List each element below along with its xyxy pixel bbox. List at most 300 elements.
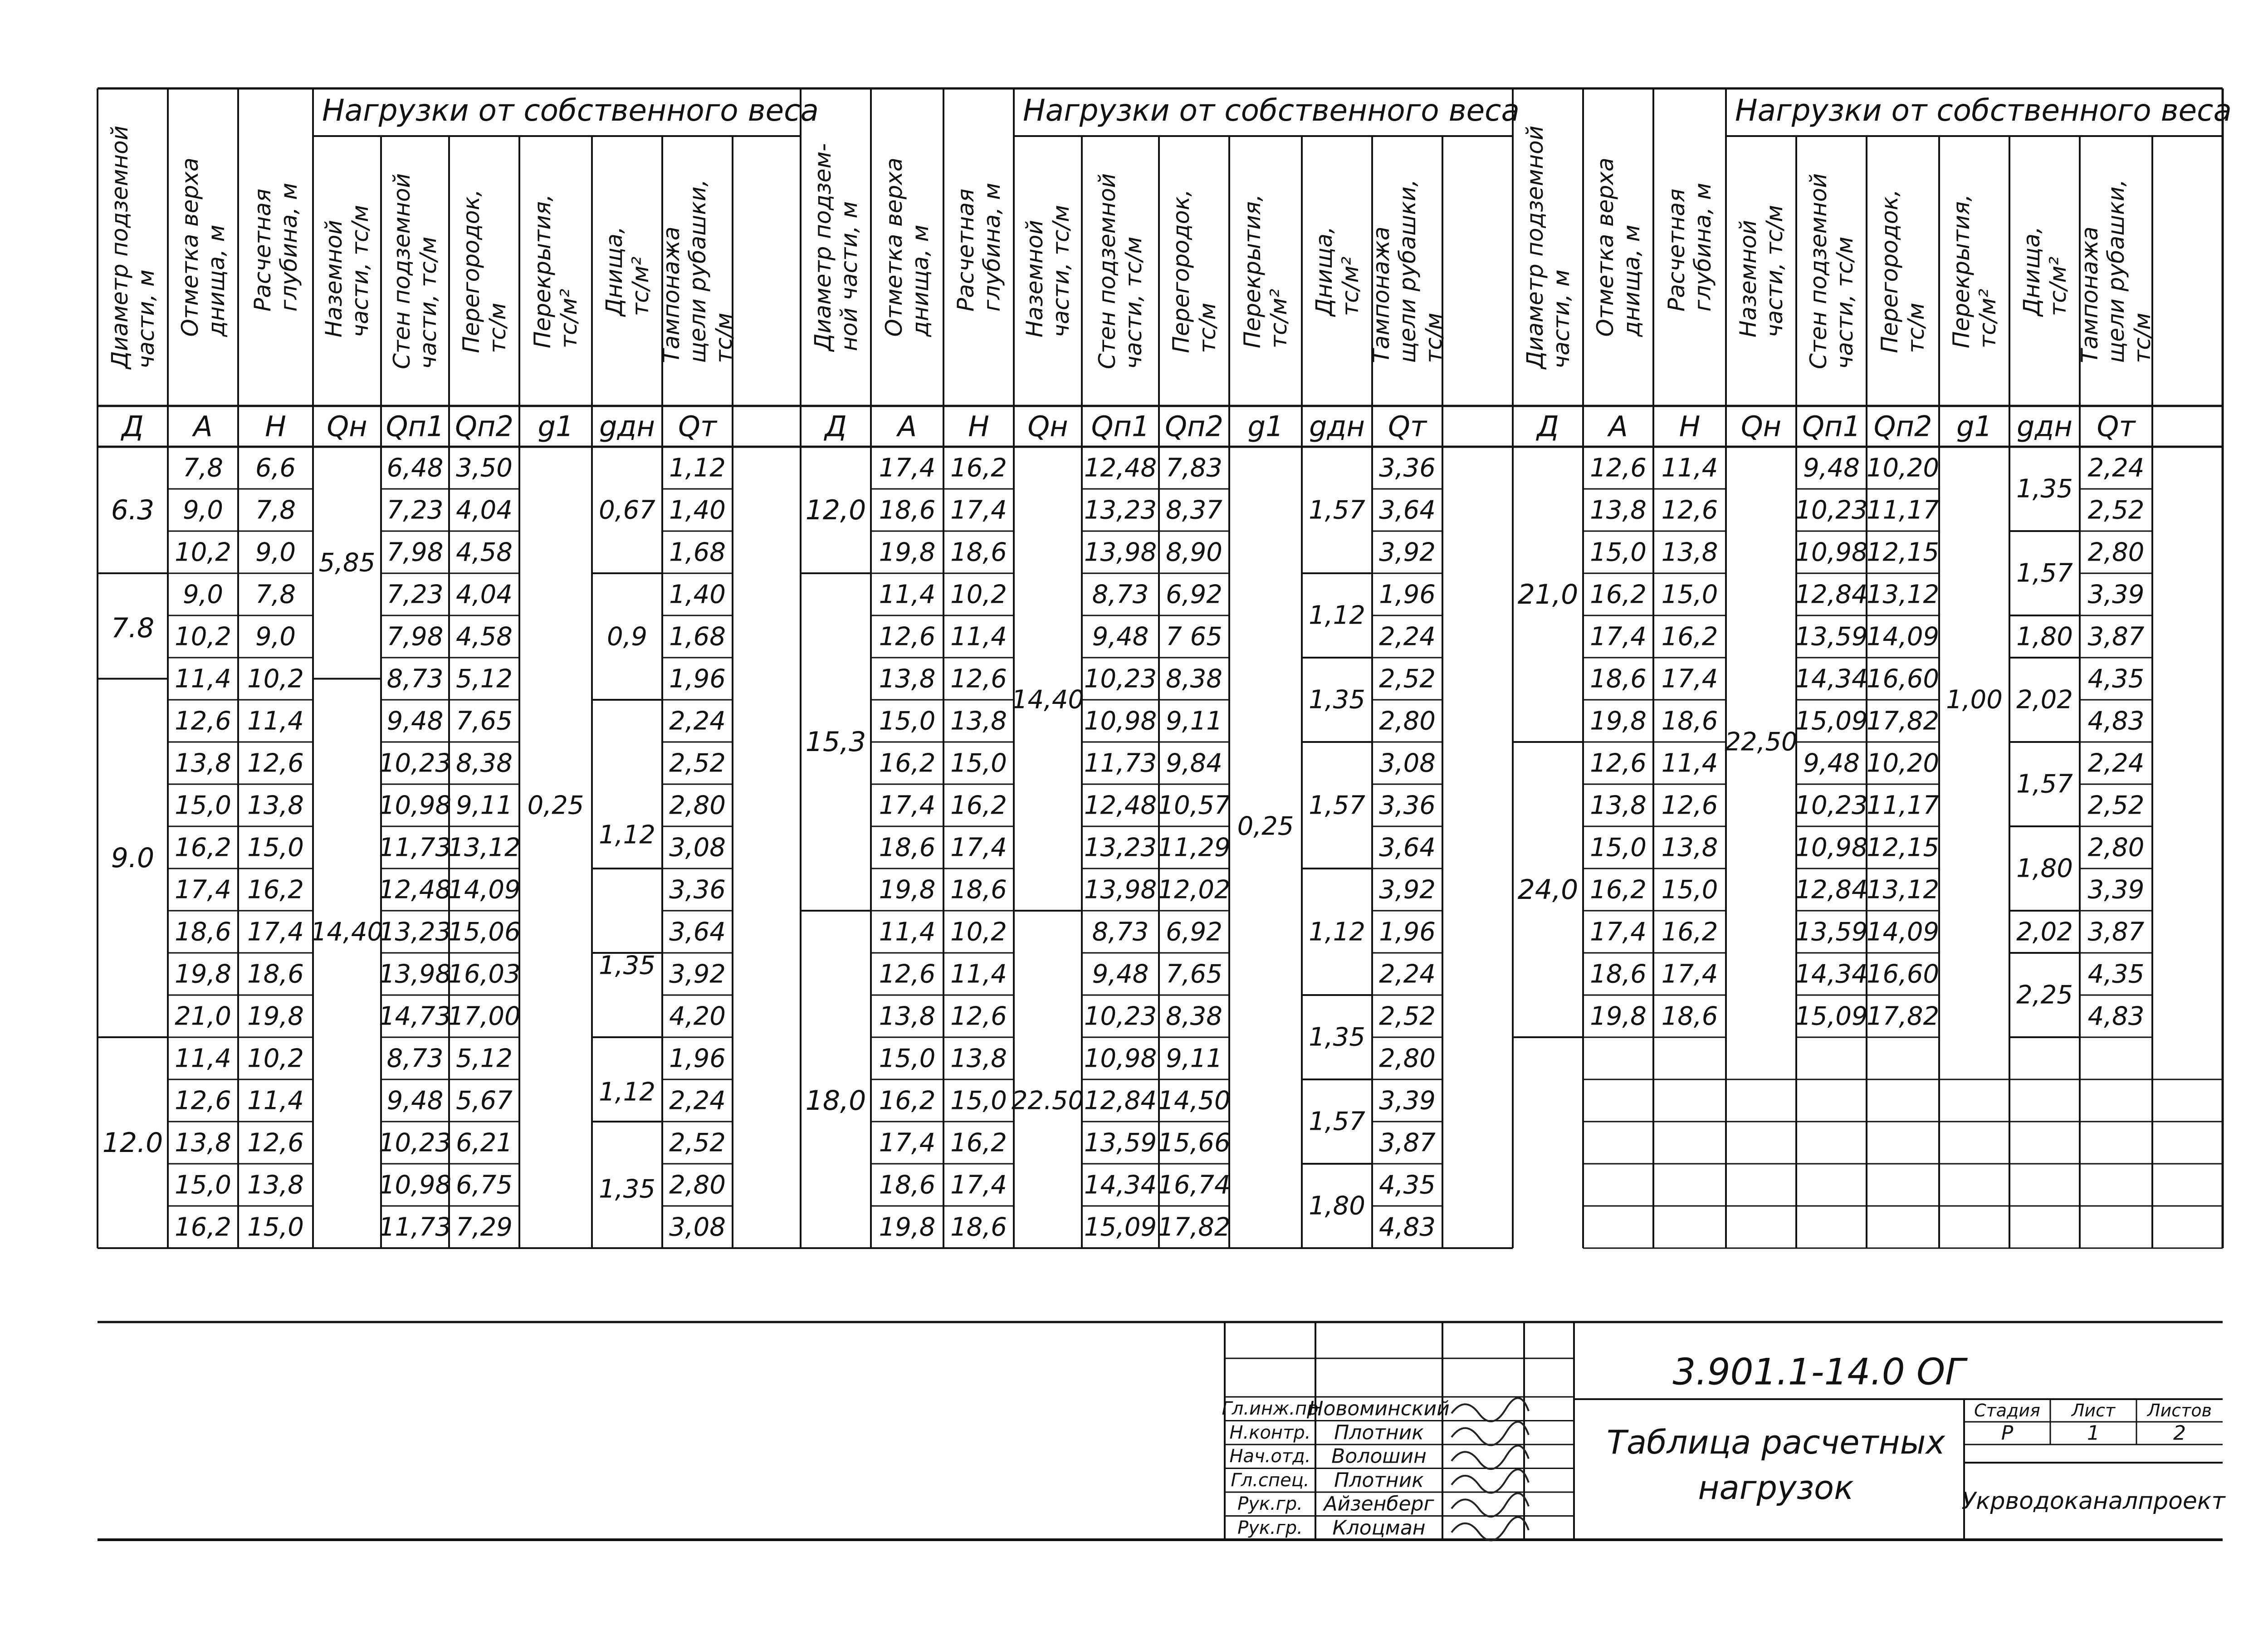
cell-qp1: 12,84 (1795, 580, 1868, 609)
header-partitions-cell (449, 136, 519, 406)
cell-a: 10,2 (175, 537, 231, 567)
staff-role: Рук.гр. (1237, 1517, 1303, 1538)
header-tamp-cell (2077, 136, 2156, 406)
cell-h: 18,6 (1661, 706, 1718, 736)
cell-h: 13,8 (1661, 833, 1718, 862)
diameter-value: 6.3 (111, 494, 155, 526)
cell-qp1: 10,98 (1795, 833, 1868, 862)
drawing-title: Таблица расчетных нагрузок (1606, 1423, 1945, 1507)
cell-a: 15,0 (879, 1044, 936, 1073)
cell-qp2: 9,84 (1166, 748, 1222, 778)
cell-a: 12,6 (175, 706, 231, 736)
cell-qt: 1,12 (669, 453, 726, 483)
diameter-value: 12,0 (805, 494, 866, 526)
cell-a: 21,0 (175, 1001, 231, 1031)
header-above-cell (1014, 136, 1082, 406)
cell-h: 10,2 (950, 580, 1007, 609)
cell-h: 17,4 (1661, 664, 1718, 693)
cell-h: 16,2 (950, 453, 1007, 483)
cell-qt: 2,52 (1379, 1001, 1436, 1031)
symbol-label: gдн (2017, 410, 2072, 443)
cell-a: 9,0 (182, 495, 224, 525)
header-diameter-cell (1513, 88, 1583, 406)
cell-a: 15,0 (175, 791, 231, 820)
cell-a: 13,8 (1590, 791, 1647, 820)
cell-qt: 4,20 (669, 1001, 726, 1031)
cell-a: 13,8 (879, 664, 936, 693)
cell-qp2: 7,65 (1166, 959, 1222, 989)
cell-qp1: 15,09 (1795, 706, 1868, 736)
cell-h: 15,0 (247, 833, 304, 862)
cell-qt: 3,08 (669, 1212, 726, 1242)
symbol-label: Н (1679, 410, 1701, 443)
cell-qp1: 9,48 (386, 1086, 444, 1115)
above-load-value: 14,40 (1011, 685, 1085, 715)
cell-qp1: 13,59 (1795, 917, 1868, 947)
loads-group-title: Нагрузки от собственного веса (1023, 93, 1520, 128)
cell-qt: 1,40 (669, 580, 726, 609)
header-depth-cell (943, 88, 1014, 406)
cell-a: 19,8 (879, 537, 936, 567)
cell-qt: 1,68 (669, 622, 726, 651)
sheets-label: Листов (2147, 1401, 2212, 1420)
cell-qp2: 14,50 (1158, 1086, 1231, 1115)
cell-qp2: 7,83 (1166, 453, 1222, 483)
cell-qp1: 13,23 (1084, 833, 1157, 862)
cell-qt: 3,87 (2087, 622, 2145, 651)
staff-role: Рук.гр. (1237, 1493, 1303, 1515)
header-mark: Отметка верха днища, м (176, 157, 230, 337)
cell-qt: 2,52 (2087, 495, 2145, 525)
cell-qp1: 14,73 (378, 1001, 452, 1031)
diameter-value: 18,0 (805, 1084, 866, 1117)
cell-qp1: 8,73 (386, 1044, 444, 1073)
diameter-value: 15,3 (805, 726, 866, 758)
stage-label: Стадия (1974, 1401, 2040, 1420)
cell-a: 18,6 (175, 917, 231, 947)
cell-qp1: 9,48 (1803, 748, 1860, 778)
cell-qp1: 9,48 (1092, 622, 1149, 651)
cell-a: 16,2 (1590, 875, 1647, 904)
cell-qp1: 8,73 (1092, 917, 1149, 947)
cell-qp2: 9,11 (1166, 706, 1222, 736)
cell-h: 11,4 (247, 1086, 304, 1115)
bottom-load-value: 1,35 (1309, 685, 1365, 715)
cell-qp1: 11,73 (378, 833, 452, 862)
staff-name: Волошин (1331, 1445, 1427, 1468)
cell-h: 12,6 (1661, 495, 1718, 525)
cell-qt: 3,87 (1379, 1128, 1436, 1157)
cell-h: 13,8 (950, 1044, 1007, 1073)
cell-qp2: 16,03 (448, 959, 521, 989)
symbol-label: Qп1 (386, 410, 445, 443)
cell-qt: 3,92 (669, 959, 726, 989)
header-tamp-cell (1368, 136, 1447, 406)
cell-qt: 2,24 (1379, 622, 1436, 651)
cell-qp2: 4,58 (456, 537, 513, 567)
cell-a: 18,6 (879, 833, 936, 862)
cell-qt: 1,96 (669, 664, 726, 693)
symbol-label: gдн (1309, 410, 1365, 443)
cell-qt: 4,83 (2087, 1001, 2145, 1031)
cell-qt: 2,24 (2087, 748, 2145, 778)
cell-qt: 2,52 (2087, 791, 2145, 820)
cell-h: 15,0 (1661, 580, 1718, 609)
cell-a: 18,6 (879, 1170, 936, 1200)
cell-qp2: 11,17 (1866, 791, 1940, 820)
cell-h: 11,4 (247, 706, 304, 736)
cell-qt: 2,24 (669, 706, 726, 736)
cell-a: 15,0 (879, 706, 936, 736)
cell-qp1: 11,73 (1084, 748, 1157, 778)
header-above-cell (313, 136, 381, 406)
cell-qp2: 10,20 (1866, 748, 1940, 778)
bottom-load-value: 1,80 (1309, 1191, 1365, 1221)
above-load-value: 5,85 (318, 548, 376, 578)
cell-qp2: 13,12 (448, 833, 521, 862)
cell-qp1: 13,98 (1084, 537, 1157, 567)
symbol-label: g1 (1247, 410, 1284, 443)
header-walls-cell (1796, 136, 1867, 406)
staff-role: Гл.спец. (1231, 1469, 1310, 1491)
cell-h: 16,2 (950, 791, 1007, 820)
document-code: 3.901.1-14.0 ОГ (1672, 1351, 1965, 1393)
cell-qt: 4,83 (2087, 706, 2145, 736)
staff-name: Клоцман (1332, 1516, 1426, 1540)
cell-qp1: 10,23 (378, 748, 452, 778)
cell-qp2: 15,06 (448, 917, 521, 947)
cell-a: 17,4 (879, 791, 936, 820)
cell-h: 12,6 (1661, 791, 1718, 820)
header-slab-cell (1939, 136, 2009, 406)
cell-qp1: 11,73 (378, 1212, 452, 1242)
cell-qt: 2,52 (1379, 664, 1436, 693)
cell-qp1: 13,59 (1084, 1128, 1157, 1157)
header-bottom-cell (592, 136, 662, 406)
symbol-label: g1 (1956, 410, 1992, 443)
cell-qp1: 13,23 (378, 917, 452, 947)
slab-load-value: 0,25 (1237, 811, 1294, 841)
symbol-label: Qп1 (1091, 410, 1150, 443)
cell-qp2: 11,17 (1866, 495, 1940, 525)
cell-a: 11,4 (879, 580, 936, 609)
cell-h: 17,4 (1661, 959, 1718, 989)
cell-qp1: 12,48 (1084, 453, 1157, 483)
cell-a: 17,4 (1590, 917, 1647, 947)
cell-qp2: 9,11 (456, 791, 513, 820)
cell-a: 16,2 (175, 1212, 231, 1242)
cell-qt: 1,96 (1379, 580, 1436, 609)
cell-qp1: 8,73 (1092, 580, 1149, 609)
cell-h: 11,4 (1661, 453, 1718, 483)
header-partitions-cell (1867, 136, 1939, 406)
cell-qt: 3,64 (669, 917, 726, 947)
header-diameter: Диаметр подземной части, м (1521, 125, 1574, 369)
cell-qp2: 3,50 (456, 453, 513, 483)
cell-qt: 3,92 (1379, 875, 1436, 904)
above-load-value: 22.50 (1011, 1086, 1085, 1115)
header-walls: Стен подземной части, тс/м (1805, 173, 1858, 369)
cell-qp1: 15,09 (1795, 1001, 1868, 1031)
header-diameter: Диаметр подземной части, м (106, 125, 159, 369)
sheet-label: Лист (2071, 1401, 2116, 1420)
cell-a: 13,8 (879, 1001, 936, 1031)
cell-qt: 2,52 (669, 748, 726, 778)
symbol-label: Д (825, 410, 847, 443)
cell-a: 19,8 (1590, 706, 1647, 736)
header-above: Наземной части, тс/м (1735, 205, 1788, 337)
cell-h: 12,6 (950, 664, 1007, 693)
symbol-label: Qп1 (1802, 410, 1861, 443)
diameter-value: 21,0 (1517, 578, 1579, 610)
cell-a: 16,2 (175, 833, 231, 862)
cell-qp2: 5,67 (456, 1086, 513, 1115)
bottom-load-value: 0,9 (606, 622, 648, 651)
cell-qp1: 8,73 (386, 664, 444, 693)
cell-qt: 1,96 (1379, 917, 1436, 947)
cell-qp2: 6,75 (456, 1170, 513, 1200)
cell-h: 10,2 (247, 1044, 304, 1073)
header-partitions-cell (1159, 136, 1229, 406)
symbol-label: Qн (1027, 410, 1068, 443)
bottom-load-value: 1,35 (599, 1174, 655, 1204)
cell-h: 17,4 (950, 833, 1007, 862)
cell-a: 19,8 (1590, 1001, 1647, 1031)
symbol-label: Н (968, 410, 989, 443)
header-depth-cell (238, 88, 313, 406)
cell-a: 19,8 (879, 875, 936, 904)
cell-h: 16,2 (1661, 917, 1718, 947)
bottom-load-value: 0,67 (599, 495, 655, 525)
header-slab: Перекрытия, тс/м² (1948, 194, 2001, 348)
header-mark-cell (871, 88, 943, 406)
cell-h: 15,0 (247, 1212, 304, 1242)
cell-qp1: 10,98 (378, 1170, 452, 1200)
cell-qp1: 13,98 (378, 959, 452, 989)
cell-qp1: 9,48 (1803, 453, 1860, 483)
cell-qp1: 6,48 (386, 453, 444, 483)
loads-group-title: Нагрузки от собственного веса (322, 93, 819, 128)
cell-qp2: 8,90 (1166, 537, 1222, 567)
symbol-label: Qн (327, 410, 367, 443)
cell-a: 13,8 (175, 1128, 231, 1157)
cell-a: 11,4 (879, 917, 936, 947)
header-mark-cell (168, 88, 238, 406)
cell-qp2: 8,38 (1166, 664, 1222, 693)
cell-a: 16,2 (879, 1086, 936, 1115)
signature-mark (1452, 1517, 1529, 1541)
bottom-load-value: 1,57 (1309, 495, 1365, 525)
cell-a: 17,4 (879, 1128, 936, 1157)
bottom-load-value: 1,80 (2016, 854, 2073, 883)
header-walls: Стен подземной части, тс/м (1094, 173, 1147, 369)
cell-qt: 3,39 (2087, 580, 2145, 609)
staff-name: Плотник (1334, 1421, 1424, 1445)
diameter-value: 12.0 (102, 1127, 163, 1159)
cell-qp2: 10,57 (1158, 791, 1231, 820)
cell-h: 15,0 (950, 748, 1007, 778)
cell-qp1: 10,23 (378, 1128, 452, 1157)
symbol-label: Н (265, 410, 286, 443)
cell-h: 13,8 (247, 1170, 304, 1200)
cell-qp2: 11,29 (1158, 833, 1231, 862)
cell-qp1: 14,34 (1084, 1170, 1157, 1200)
cell-qp2: 5,12 (456, 1044, 513, 1073)
cell-a: 18,6 (1590, 959, 1647, 989)
cell-qt: 3,92 (1379, 537, 1436, 567)
cell-h: 17,4 (950, 495, 1007, 525)
cell-h: 18,6 (950, 875, 1007, 904)
cell-qp1: 15,09 (1084, 1212, 1157, 1242)
cell-a: 19,8 (175, 959, 231, 989)
cell-qp2: 7,29 (456, 1212, 513, 1242)
cell-qt: 2,80 (2087, 537, 2145, 567)
stage-value: Р (2001, 1421, 2014, 1445)
header-mark: Отметка верха днища, м (1592, 157, 1645, 337)
bottom-load-value: 2,25 (2016, 980, 2073, 1010)
cell-a: 19,8 (879, 1212, 936, 1242)
cell-qp2: 10,20 (1866, 453, 1940, 483)
symbol-label: А (897, 410, 917, 443)
header-partitions: Перегородок, тс/м (458, 189, 511, 353)
cell-qt: 1,68 (669, 537, 726, 567)
cell-a: 12,6 (879, 959, 936, 989)
cell-h: 16,2 (1661, 622, 1718, 651)
header-mark: Отметка верха днища, м (881, 157, 934, 337)
header-above: Наземной части, тс/м (321, 205, 373, 337)
cell-qp1: 7,23 (386, 495, 444, 525)
cell-qp2: 13,12 (1866, 580, 1940, 609)
cell-a: 11,4 (175, 1044, 231, 1073)
symbol-label: Д (122, 410, 144, 443)
bottom-load-value: 1,57 (2016, 558, 2073, 588)
symbol-label: Qп2 (1165, 410, 1223, 443)
cell-a: 12,6 (175, 1086, 231, 1115)
cell-h: 10,2 (247, 664, 304, 693)
cell-qp1: 13,23 (1084, 495, 1157, 525)
header-slab: Перекрытия, тс/м² (529, 194, 582, 348)
diameter-value: 9.0 (111, 842, 155, 874)
symbol-label: Qн (1740, 410, 1782, 443)
cell-qp2: 12,15 (1866, 537, 1940, 567)
bottom-load-value: 2,02 (2016, 685, 2073, 715)
signature-mark (1452, 1469, 1529, 1493)
cell-qp1: 10,23 (1795, 791, 1868, 820)
sheets-value: 2 (2173, 1421, 2186, 1445)
cell-qt: 2,24 (2087, 453, 2145, 483)
cell-a: 12,6 (879, 622, 936, 651)
staff-role: Нач.отд. (1229, 1446, 1311, 1467)
symbol-label: А (193, 410, 213, 443)
header-slab: Перекрытия, тс/м² (1239, 194, 1292, 348)
header-diameter: Диаметр подзем- ной части, м (809, 143, 862, 351)
symbol-label: Qп2 (1873, 410, 1932, 443)
cell-a: 12,6 (1590, 748, 1647, 778)
header-slab-cell (1229, 136, 1302, 406)
cell-qt: 2,80 (1379, 706, 1436, 736)
symbol-label: Qт (1388, 410, 1427, 443)
cell-qp2: 17,82 (1866, 1001, 1940, 1031)
cell-a: 18,6 (879, 495, 936, 525)
header-walls-cell (381, 136, 449, 406)
header-tamp: Тампонажа щели рубашки, тс/м (658, 179, 737, 363)
cell-qt: 3,36 (1379, 453, 1436, 483)
cell-qp2: 17,82 (1158, 1212, 1231, 1242)
cell-qp2: 4,04 (456, 495, 513, 525)
symbol-label: Д (1537, 410, 1559, 443)
cell-qp1: 14,34 (1795, 959, 1868, 989)
cell-qt: 4,35 (1379, 1170, 1436, 1200)
header-above-cell (1726, 136, 1796, 406)
symbol-label: Qт (678, 410, 717, 443)
cell-qp2: 4,58 (456, 622, 513, 651)
cell-h: 13,8 (950, 706, 1007, 736)
cell-qp2: 8,37 (1166, 495, 1222, 525)
cell-qp1: 7,98 (386, 537, 444, 567)
bottom-load-value: 1,57 (1309, 1107, 1365, 1137)
cell-h: 13,8 (247, 791, 304, 820)
cell-h: 18,6 (950, 537, 1007, 567)
cell-qp1: 12,48 (1084, 791, 1157, 820)
cell-qt: 4,83 (1379, 1212, 1436, 1242)
cell-qp1: 9,48 (1092, 959, 1149, 989)
cell-qp1: 10,23 (1795, 495, 1868, 525)
cell-h: 12,6 (247, 1128, 304, 1157)
cell-a: 12,6 (1590, 453, 1647, 483)
cell-a: 17,4 (175, 875, 231, 904)
cell-h: 18,6 (247, 959, 304, 989)
bottom-load-value: 1,80 (2016, 622, 2073, 651)
cell-qt: 2,80 (1379, 1044, 1436, 1073)
cell-qt: 3,87 (2087, 917, 2145, 947)
cell-qp1: 13,98 (1084, 875, 1157, 904)
cell-qp2: 8,38 (1166, 1001, 1222, 1031)
cell-qp1: 10,98 (1084, 1044, 1157, 1073)
cell-qt: 1,40 (669, 495, 726, 525)
cell-qp2: 9,11 (1166, 1044, 1222, 1073)
cell-h: 7,8 (255, 580, 296, 609)
signature-mark (1452, 1422, 1529, 1445)
cell-qt: 4,35 (2087, 959, 2145, 989)
cell-qt: 1,96 (669, 1044, 726, 1073)
cell-qp1: 14,34 (1795, 664, 1868, 693)
cell-a: 16,2 (879, 748, 936, 778)
header-diameter-cell (98, 88, 168, 406)
cell-h: 9,0 (255, 622, 296, 651)
cell-qp2: 6,92 (1166, 917, 1222, 947)
cell-qt: 3,39 (2087, 875, 2145, 904)
cell-h: 6,6 (255, 453, 296, 483)
slab-load-value: 1,00 (1946, 685, 2003, 715)
header-tamp: Тампонажа щели рубашки, тс/м (1368, 179, 1447, 363)
cell-qp1: 10,23 (1084, 664, 1157, 693)
bottom-load-value: 1,35 (599, 951, 655, 981)
cell-h: 7,8 (255, 495, 296, 525)
header-partitions: Перегородок, тс/м (1168, 189, 1221, 353)
cell-qp1: 10,98 (1795, 537, 1868, 567)
organization-name: Укрводоканалпроект (1961, 1488, 2225, 1515)
cell-qp2: 12,02 (1158, 875, 1231, 904)
cell-h: 18,6 (1661, 1001, 1718, 1031)
cell-qt: 3,39 (1379, 1086, 1436, 1115)
cell-a: 10,2 (175, 622, 231, 651)
cell-qt: 3,36 (1379, 791, 1436, 820)
staff-name: Новоминский (1308, 1397, 1450, 1420)
header-depth: Расчетная глубина, м (1663, 183, 1716, 312)
cell-a: 15,0 (1590, 833, 1647, 862)
cell-h: 17,4 (950, 1170, 1007, 1200)
cell-a: 11,4 (175, 664, 231, 693)
